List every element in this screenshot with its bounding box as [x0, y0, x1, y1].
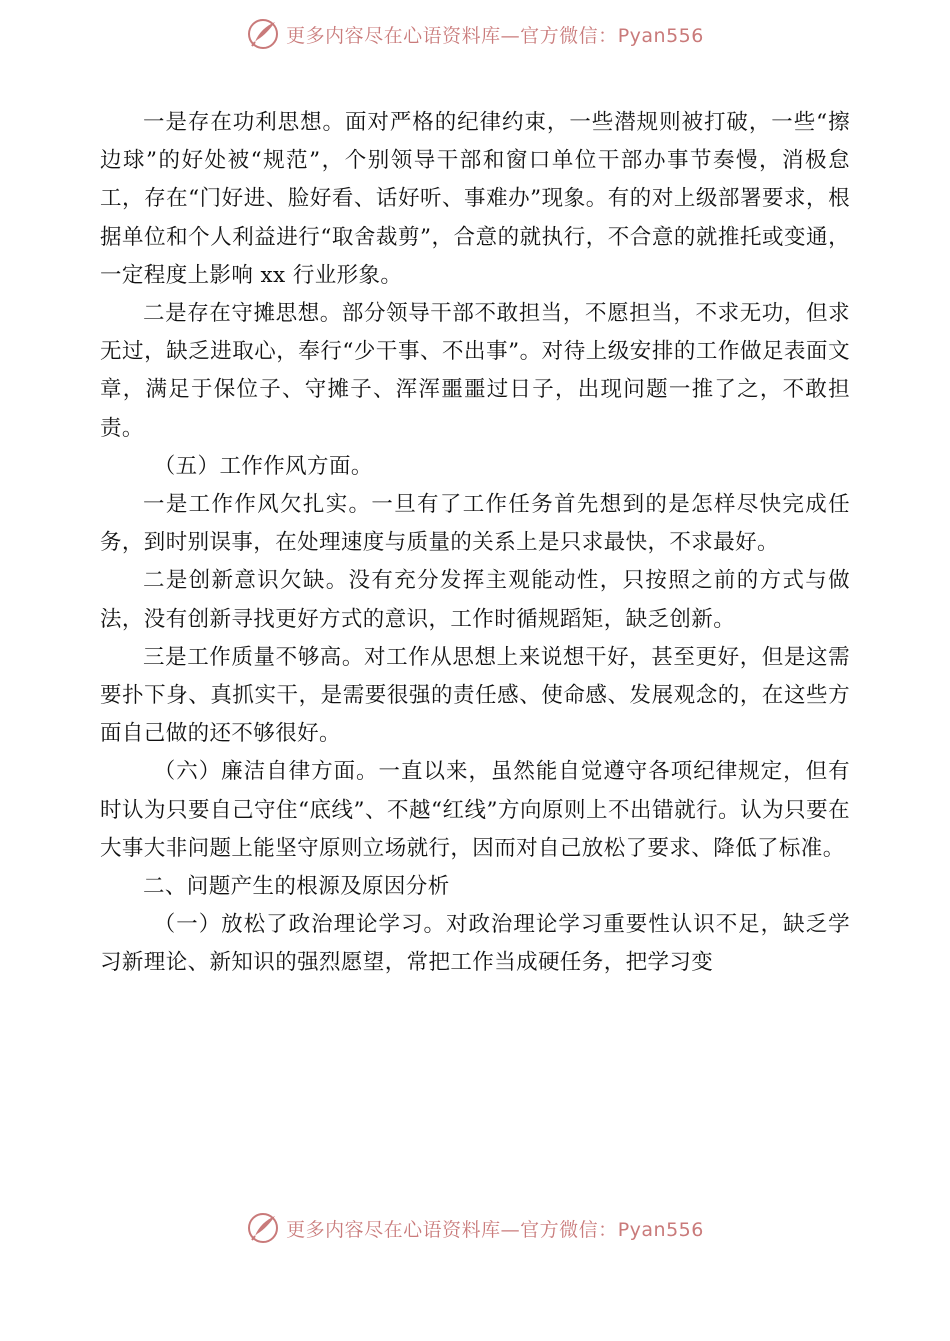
footer-watermark	[0, 1208, 950, 1248]
quill-logo-icon	[246, 1211, 280, 1245]
paragraph-theory-study: （一）放松了政治理论学习。对政治理论学习重要性认识不足，缺乏学习新理论、新知识的强烈愿望，常把工作当成硬任务，把学习变	[100, 912, 850, 976]
watermark-title: 更多内容尽在心语资料库	[286, 1218, 501, 1241]
paragraph-quality: 三是工作质量不够高。对工作从思想上来说想干好，甚至更好，但是这需要扑下身、真抓实干，是需要很强的责任感、使命感、发展观念的，在这些方面自己做的还不够很好。	[100, 644, 850, 747]
paragraph-complacency: 二是存在守摊思想。部分领导干部不敢担当，不愿担当，不求无功，但求无过，缺乏进取心，奉行“少干事、不出事”。对待上级安排的工作做足表面文章，满足于保位子、守摊子、浑浑噩噩过日子，出现问题一推了之，不敢担责。	[100, 301, 850, 441]
watermark-title: 更多内容尽在心语资料库	[286, 24, 501, 47]
section-heading-work-style: （五）工作作风方面。	[153, 453, 373, 479]
watermark-text	[286, 21, 704, 48]
paragraph-innovation: 二是创新意识欠缺。没有充分发挥主观能动性，只按照之前的方式与做法，没有创新寻找更好方式的意识，工作时循规蹈矩，缺乏创新。	[100, 568, 850, 632]
watermark-contact-id: Pyan556	[617, 1218, 704, 1241]
paragraph-work-style: 一是工作作风欠扎实。一旦有了工作任务首先想到的是怎样尽快完成任务，到时别误事，在处理速度与质量的关系上是只求最快，不求最好。	[100, 492, 850, 556]
watermark-contact-label: 官方微信：	[520, 24, 618, 47]
watermark-separator: —	[500, 1218, 521, 1241]
section-heading-root-causes: 二、问题产生的根源及原因分析	[143, 874, 450, 900]
watermark-separator: —	[500, 24, 521, 47]
header-watermark	[0, 14, 950, 54]
watermark-contact-id: Pyan556	[617, 24, 704, 47]
paragraph-utilitarian: 一是存在功利思想。面对严格的纪律约束，一些潜规则被打破，一些“擦边球”的好处被“规范”，个别领导干部和窗口单位干部办事节奏慢，消极怠工，存在“门好进、脸好看、话好听、事难办”现象。有的对上级部署要求，根据单位和个人利益进行“取舍裁剪”，合意的就执行，不合意的就推托或变通，一定程度上影响 xx 行业形象。	[100, 110, 850, 288]
document-body	[100, 104, 850, 983]
paragraph-integrity: （六）廉洁自律方面。一直以来，虽然能自觉遵守各项纪律规定，但有时认为只要自己守住“底线”、不越“红线”方向原则上不出错就行。认为只要在大事大非问题上能坚守原则立场就行，因而对自己放松了要求、降低了标准。	[100, 759, 850, 861]
watermark-text	[286, 1215, 704, 1242]
watermark-contact-label: 官方微信：	[520, 1218, 618, 1241]
quill-logo-icon	[246, 17, 280, 51]
